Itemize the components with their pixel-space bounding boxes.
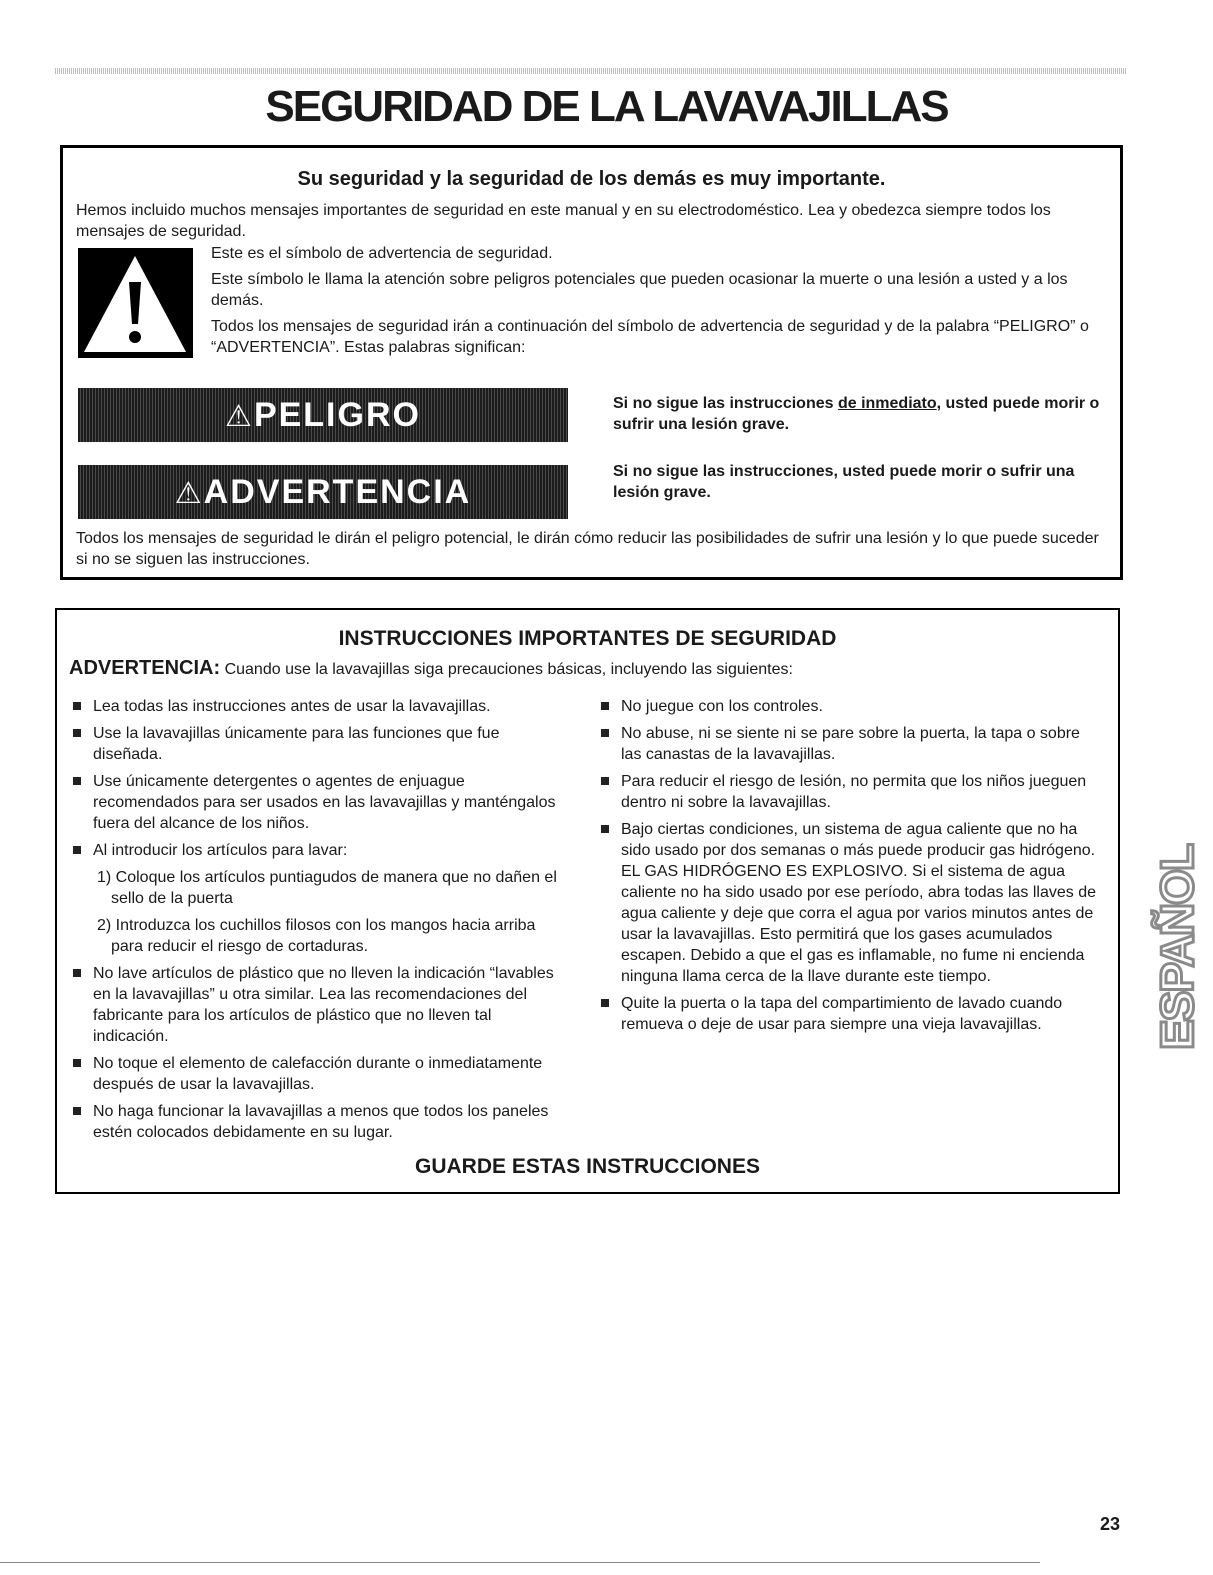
instructions-warning xyxy=(69,657,793,680)
list-item: Quite la puerta o la tapa del compartimiento de lavado cuando remueva o deje de usar para siempre una vieja lavavajillas. xyxy=(597,993,1102,1035)
danger-desc-underlined: de inmediato xyxy=(837,395,937,412)
instructions-heading: INSTRUCCIONES IMPORTANTES DE SEGURIDAD xyxy=(338,627,837,650)
list-item: No toque el elemento de calefacción durante o inmediatamente después de usar la lavavajillas. xyxy=(69,1053,557,1095)
list-item: Lea todas las instrucciones antes de usar la lavavajillas. xyxy=(69,696,557,717)
list-item: Use únicamente detergentes o agentes de enjuague recomendados para ser usados en las lavavajillas y manténgalos fuera del alcance de los niños. xyxy=(69,771,557,834)
list-item: Para reducir el riesgo de lesión, no permita que los niños jueguen dentro ni sobre la lavavajillas. xyxy=(597,771,1102,813)
safety-box-intro: Hemos incluido muchos mensajes importantes de seguridad en este manual y en su electrodoméstico. Lea y obedezca siempre todos los mensajes de seguridad. xyxy=(76,202,1051,240)
safety-box xyxy=(60,145,1123,580)
bottom-rule xyxy=(0,1562,1040,1563)
list-sub-item: 1) Coloque los artículos puntiagudos de manera que no dañen el sello de la puerta xyxy=(97,869,557,907)
danger-banner xyxy=(78,388,568,442)
language-side-label: ESPAÑOL xyxy=(1151,845,1203,1050)
warning-text: Cuando use la lavavajillas siga precauciones básicas, incluyendo las siguientes: xyxy=(224,661,793,678)
top-dotted-rule xyxy=(55,68,1127,74)
warning-alert-icon: ⚠ xyxy=(174,477,204,510)
list-sub-item: 2) Introduzca los cuchillos filosos con los mangos hacia arriba para reducir el riesgo de cortaduras. xyxy=(97,917,536,955)
safety-box-outro: Todos los mensajes de seguridad le dirán el peligro potencial, le dirán cómo reducir las posibilidades de sufrir una lesión y lo que puede suceder si no se siguen las instrucciones. xyxy=(76,530,1099,568)
symbol-explanation xyxy=(211,243,1111,363)
safety-box-heading: Su seguridad y la seguridad de los demás es muy importante. xyxy=(297,168,886,190)
instructions-box xyxy=(55,608,1120,1194)
warning-description: Si no sigue las instrucciones, usted puede morir o sufrir una lesión grave. xyxy=(613,463,1075,501)
page-number: 23 xyxy=(1100,1514,1121,1534)
danger-label: PELIGRO xyxy=(253,396,421,434)
danger-alert-icon: ⚠ xyxy=(225,400,254,433)
list-item: No juegue con los controles. xyxy=(597,696,1102,717)
list-item: Use la lavavajillas únicamente para las funciones que fue diseñada. xyxy=(69,723,557,765)
danger-description xyxy=(613,393,1113,435)
list-item: No haga funcionar la lavavajillas a menos que todos los paneles estén colocados debidamente en su lugar. xyxy=(69,1101,557,1143)
right-instruction-list xyxy=(597,696,1102,1041)
list-item: No lave artículos de plástico que no lleven la indicación “lavables en la lavavajillas” u otra similar. Lea las recomendaciones del fabricante para los artículos de plástico que no lleven tal indicación. xyxy=(69,963,557,1047)
page-title: SEGURIDAD DE LA LAVAVAJILLAS xyxy=(265,82,948,131)
list-item: Bajo ciertas condiciones, un sistema de agua caliente que no ha sido usado por dos semanas o más puede producir gas hidrógeno. EL GAS HIDRÓGENO ES EXPLOSIVO. Si el sistema de agua caliente no ha sido usado por ese período, abra todas las llaves de agua caliente y deje que corra el agua por varios minutos antes de usar la lavavajillas. Esto permitirá que los gases acumulados escapen. Debido a que el gas es inflamable, no fume ni encienda ninguna llama cerca de la llave durante este tiempo. xyxy=(597,819,1102,987)
safety-alert-triangle-icon xyxy=(78,248,193,358)
warning-banner xyxy=(78,465,568,519)
symbol-line-2: Este símbolo le llama la atención sobre peligros potenciales que pueden ocasionar la muerte o una lesión a usted y a los demás. xyxy=(211,271,1068,309)
danger-desc-part-1: Si no sigue las instrucciones xyxy=(613,395,838,412)
symbol-line-1: Este es el símbolo de advertencia de seguridad. xyxy=(211,245,553,262)
warning-word: ADVERTENCIA: xyxy=(69,657,221,679)
save-instructions-footer: GUARDE ESTAS INSTRUCCIONES xyxy=(415,1155,760,1178)
list-item: Al introducir los artículos para lavar: xyxy=(69,840,557,861)
left-instruction-list xyxy=(69,696,557,1149)
list-item: No abuse, ni se siente ni se pare sobre la puerta, la tapa o sobre las canastas de la lavavajillas. xyxy=(597,723,1102,765)
warning-label: ADVERTENCIA xyxy=(203,473,472,511)
symbol-line-3: Todos los mensajes de seguridad irán a continuación del símbolo de advertencia de seguridad y de la palabra “PELIGRO” o “ADVERTENCIA”. Estas palabras significan: xyxy=(211,318,1089,356)
danger-desc-part-2: , usted puede morir o sufrir una lesión grave. xyxy=(613,395,1100,433)
